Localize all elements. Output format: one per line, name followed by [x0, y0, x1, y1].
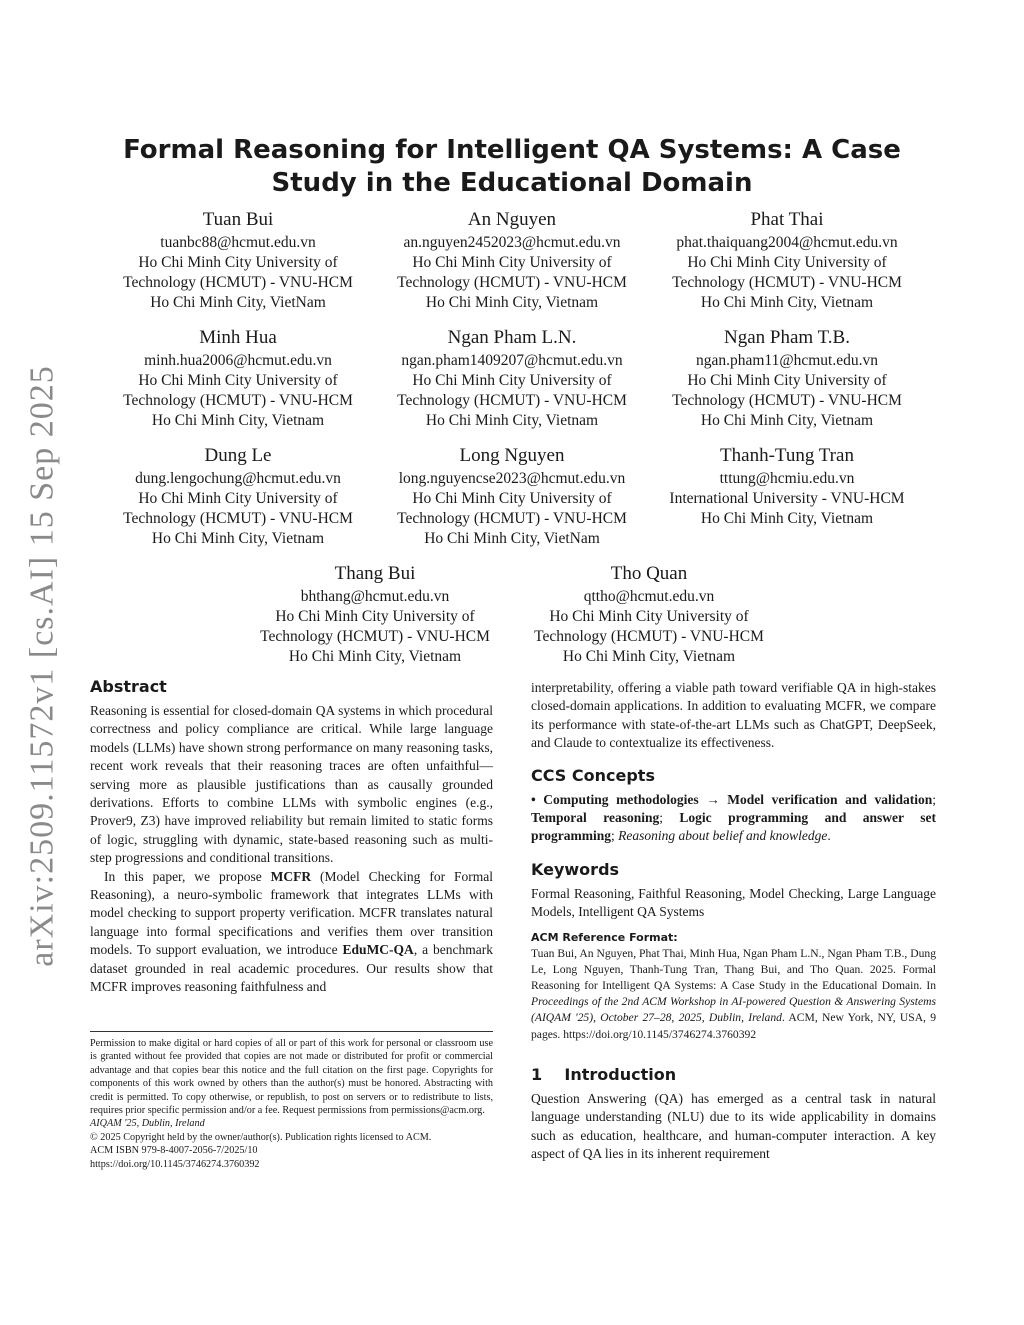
author-email: qttho@hcmut.edu.vn	[583, 588, 715, 605]
author-email: tuanbc88@hcmut.edu.vn	[160, 234, 316, 251]
author-affiliation: Technology (HCMUT) - VNU-HCM	[123, 510, 353, 527]
right-column	[531, 679, 936, 1164]
author-block	[652, 208, 922, 313]
ccs-heading: CCS Concepts	[531, 765, 655, 785]
author-location: Ho Chi Minh City, Vietnam	[288, 648, 462, 665]
author-affiliation: Technology (HCMUT) - VNU-HCM	[260, 628, 490, 645]
keywords-text: Formal Reasoning, Faithful Reasoning, Model Checking, Large Language Models, Intelligent QA Systems	[531, 885, 936, 920]
author-affiliation: Ho Chi Minh City University of	[687, 372, 887, 389]
abstract-paragraph: In this paper, we propose MCFR (Model Checking for Formal Reasoning), a neuro-symbolic framework that integrates LLMs with model checking to support property verification. MCFR translates natural language into formal specifications and verifies them over transition models. To support evaluation, we introduce EduMC-QA, a benchmark dataset grounded in real academic procedures. Our results show that MCFR improves reasoning faithfulness and	[90, 868, 493, 995]
author-location: Ho Chi Minh City, Vietnam	[425, 294, 599, 311]
author-block	[377, 444, 647, 549]
author-location: Ho Chi Minh City, VietNam	[150, 294, 326, 311]
author-location: Ho Chi Minh City, Vietnam	[151, 412, 325, 429]
author-email: tttung@hcmiu.edu.vn	[719, 470, 855, 487]
author-block	[103, 208, 373, 313]
author-block	[377, 326, 647, 431]
author-affiliation: Ho Chi Minh City University of	[687, 254, 887, 271]
doi-line: https://doi.org/10.1145/3746274.3760392	[90, 1158, 260, 1170]
author-location: Ho Chi Minh City, Vietnam	[425, 412, 599, 429]
author-affiliation: Ho Chi Minh City University of	[412, 372, 612, 389]
author-affiliation: Ho Chi Minh City University of	[275, 608, 475, 625]
author-affiliation: Ho Chi Minh City University of	[412, 490, 612, 507]
author-affiliation: Technology (HCMUT) - VNU-HCM	[672, 274, 902, 291]
author-affiliation: Technology (HCMUT) - VNU-HCM	[397, 392, 627, 409]
author-location: Ho Chi Minh City, Vietnam	[700, 294, 874, 311]
author-location: Ho Chi Minh City, VietNam	[424, 530, 600, 547]
abstract-section	[90, 677, 493, 997]
introduction-heading: 1 Introduction	[531, 1064, 677, 1084]
abstract-heading: Abstract	[90, 677, 167, 696]
permission-footnote	[90, 1031, 493, 1171]
author-affiliation: Technology (HCMUT) - VNU-HCM	[397, 510, 627, 527]
author-block	[652, 444, 922, 529]
author-affiliation: Ho Chi Minh City University of	[138, 372, 338, 389]
author-email: long.nguyencse2023@hcmut.edu.vn	[398, 470, 626, 487]
author-location: Ho Chi Minh City, Vietnam	[700, 510, 874, 527]
arxiv-watermark: arXiv:2509.11572v1 [cs.AI] 15 Sep 2025	[24, 365, 62, 967]
author-email: phat.thaiquang2004@hcmut.edu.vn	[676, 234, 898, 251]
author-name: Ngan Pham T.B.	[724, 327, 850, 348]
ccs-concepts: • Computing methodologies → Model verification and validation; Temporal reasoning; Logic programming and answer set programming; Reasoning about belief and knowledge.	[531, 791, 936, 844]
keywords-heading: Keywords	[531, 859, 620, 879]
author-email: minh.hua2006@hcmut.edu.vn	[144, 352, 332, 369]
abstract-paragraph: Reasoning is essential for closed-domain QA systems in which procedural correctness and policy compliance are critical. While large language models (LLMs) have shown strong performance on many reasoning tasks, recent work reveals that their reasoning traces are often unfaithful—serving more as plausible justifications than as causally grounded derivations. Efforts to combine LLMs with symbolic engines (e.g., Prover9, Z3) have improved reliability but remain limited to static forms of logic, struggling with dynamic, state-based reasoning such as multi-step progressions and conditional transitions.	[90, 703, 493, 866]
author-email: ngan.pham11@hcmut.edu.vn	[695, 352, 878, 369]
author-name: Phat Thai	[750, 209, 824, 230]
paper-title: Formal Reasoning for Intelligent QA Systems: A Case Study in the Educational Domain	[123, 135, 901, 198]
copyright-line: © 2025 Copyright held by the owner/author(s). Publication rights licensed to ACM.	[90, 1131, 432, 1143]
author-name: Minh Hua	[199, 327, 277, 348]
author-name: Dung Le	[204, 445, 272, 466]
author-affiliation: Ho Chi Minh City University of	[412, 254, 612, 271]
author-block	[652, 326, 922, 431]
author-affiliation: Ho Chi Minh City University of	[549, 608, 749, 625]
author-affiliation: Technology (HCMUT) - VNU-HCM	[123, 274, 353, 291]
author-location: Ho Chi Minh City, Vietnam	[151, 530, 325, 547]
acm-reference	[531, 931, 936, 1043]
reference-heading: ACM Reference Format:	[531, 930, 678, 944]
author-affiliation: Technology (HCMUT) - VNU-HCM	[672, 392, 902, 409]
author-block	[514, 562, 784, 667]
author-affiliation: Ho Chi Minh City University of	[138, 254, 338, 271]
author-block	[377, 208, 647, 313]
author-affiliation: Technology (HCMUT) - VNU-HCM	[534, 628, 764, 645]
author-email: bhthang@hcmut.edu.vn	[300, 588, 450, 605]
isbn-line: ACM ISBN 979-8-4007-2056-7/2025/10	[90, 1145, 258, 1157]
author-email: dung.lengochung@hcmut.edu.vn	[135, 470, 341, 487]
author-name: Ngan Pham L.N.	[447, 327, 577, 348]
author-block	[103, 326, 373, 431]
author-affiliation: Ho Chi Minh City University of	[138, 490, 338, 507]
author-name: Tuan Bui	[202, 209, 274, 230]
footnote-rule	[90, 1031, 493, 1032]
author-name: Thanh-Tung Tran	[720, 445, 854, 466]
author-location: Ho Chi Minh City, Vietnam	[562, 648, 736, 665]
author-name: Long Nguyen	[459, 445, 565, 466]
venue-line: AIQAM '25, Dublin, Ireland	[90, 1118, 205, 1130]
author-block	[240, 562, 510, 667]
abstract-continuation: interpretability, offering a viable path toward verifiable QA in high-stakes closed-domain applications. In addition to evaluating MCFR, we compare its performance with state-of-the-art LLMs such as ChatGPT, DeepSeek, and Claude to contextualize its effectiveness.	[531, 680, 936, 751]
author-name: An Nguyen	[467, 209, 557, 230]
introduction-text: Question Answering (QA) has emerged as a central task in natural language understanding (NLU) due to its wide applicability in domains such as education, healthcare, and human-computer interaction. A key aspect of QA lies in its inherent requirement	[531, 1090, 936, 1162]
permission-text: Permission to make digital or hard copies of all or part of this work for personal or classroom use is granted without fee provided that copies are not made or distributed for profit or commercial advantage and that copies bear this notice and the full citation on the first page. Copyrights for components of this work owned by others than the author(s) must be honored. Abstracting with credit is permitted. To copy otherwise, or republish, to post on servers or to redistribute to lists, requires prior specific permission and/or a fee. Request permissions from permissions@acm.org.	[90, 1038, 493, 1117]
author-email: ngan.pham1409207@hcmut.edu.vn	[401, 352, 623, 369]
author-block	[103, 444, 373, 549]
author-name: Thang Bui	[334, 563, 416, 584]
author-affiliation: Technology (HCMUT) - VNU-HCM	[397, 274, 627, 291]
author-affiliation: Technology (HCMUT) - VNU-HCM	[123, 392, 353, 409]
author-email: an.nguyen2452023@hcmut.edu.vn	[403, 234, 621, 251]
author-affiliation: International University - VNU-HCM	[669, 490, 905, 507]
author-location: Ho Chi Minh City, Vietnam	[700, 412, 874, 429]
author-name: Tho Quan	[610, 563, 688, 584]
reference-text: Tuan Bui, An Nguyen, Phat Thai, Minh Hua, Ngan Pham L.N., Ngan Pham T.B., Dung Le, Long Nguyen, Thanh-Tung Tran, Thang Bui, and Tho Quan. 2025. Formal Reasoning for Intelligent QA Systems: A Case Study in the Educational Domain. In Proceedings of the 2nd ACM Workshop in AI-powered Question & Answering Systems (AIQAM '25), October 27–28, 2025, Dublin, Ireland. ACM, New York, NY, USA, 9 pages. https://doi.org/10.1145/3746274.3760392	[531, 946, 936, 1041]
